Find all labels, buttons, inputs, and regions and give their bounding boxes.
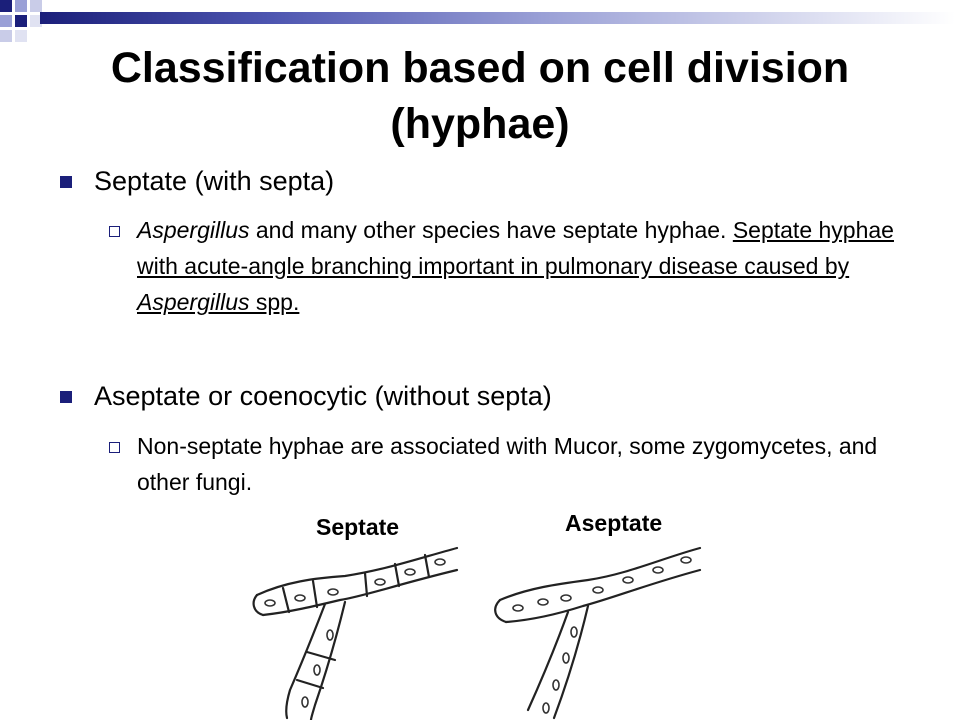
- figure-label-aseptate: Aseptate: [565, 510, 663, 536]
- underlined-end: spp.: [249, 289, 300, 315]
- underlined-phrase: Septate hyphae with acute-angle branching important in pulmonary disease caused by: [137, 217, 894, 279]
- figure-label-septate: Septate: [316, 514, 400, 540]
- title-line-2: (hyphae): [390, 100, 570, 148]
- genus-name: Aspergillus: [137, 217, 250, 243]
- page-title: [0, 40, 960, 152]
- title-gradient-bar: [40, 12, 955, 24]
- bullet-square-icon: [60, 176, 72, 188]
- sub-text: and many other species have septate hyphae.: [249, 217, 733, 243]
- bullet-septate: Septate (with septa): [94, 166, 335, 196]
- corner-square: [15, 0, 27, 12]
- corner-square: [15, 15, 27, 27]
- title-line-1: Classification based on cell division: [110, 44, 850, 92]
- septate-hyphae-illustration: [245, 540, 460, 720]
- sub-bullet-septate-text: [137, 212, 917, 320]
- bullet-aseptate: Aseptate or coenocytic (without septa): [94, 381, 552, 411]
- corner-square: [0, 15, 12, 27]
- sub-bullet-box-icon: [109, 226, 120, 237]
- sub-bullet-box-icon: [109, 442, 120, 453]
- corner-square: [30, 0, 42, 12]
- bullet-square-icon: [60, 391, 72, 403]
- aseptate-hyphae-illustration: [488, 540, 703, 720]
- sub-bullet-aseptate-text: Non-septate hyphae are associated with Mucor, some zygomycetes, and other fungi.: [137, 433, 878, 495]
- genus-name: Aspergillus: [137, 289, 250, 315]
- corner-square: [0, 0, 12, 12]
